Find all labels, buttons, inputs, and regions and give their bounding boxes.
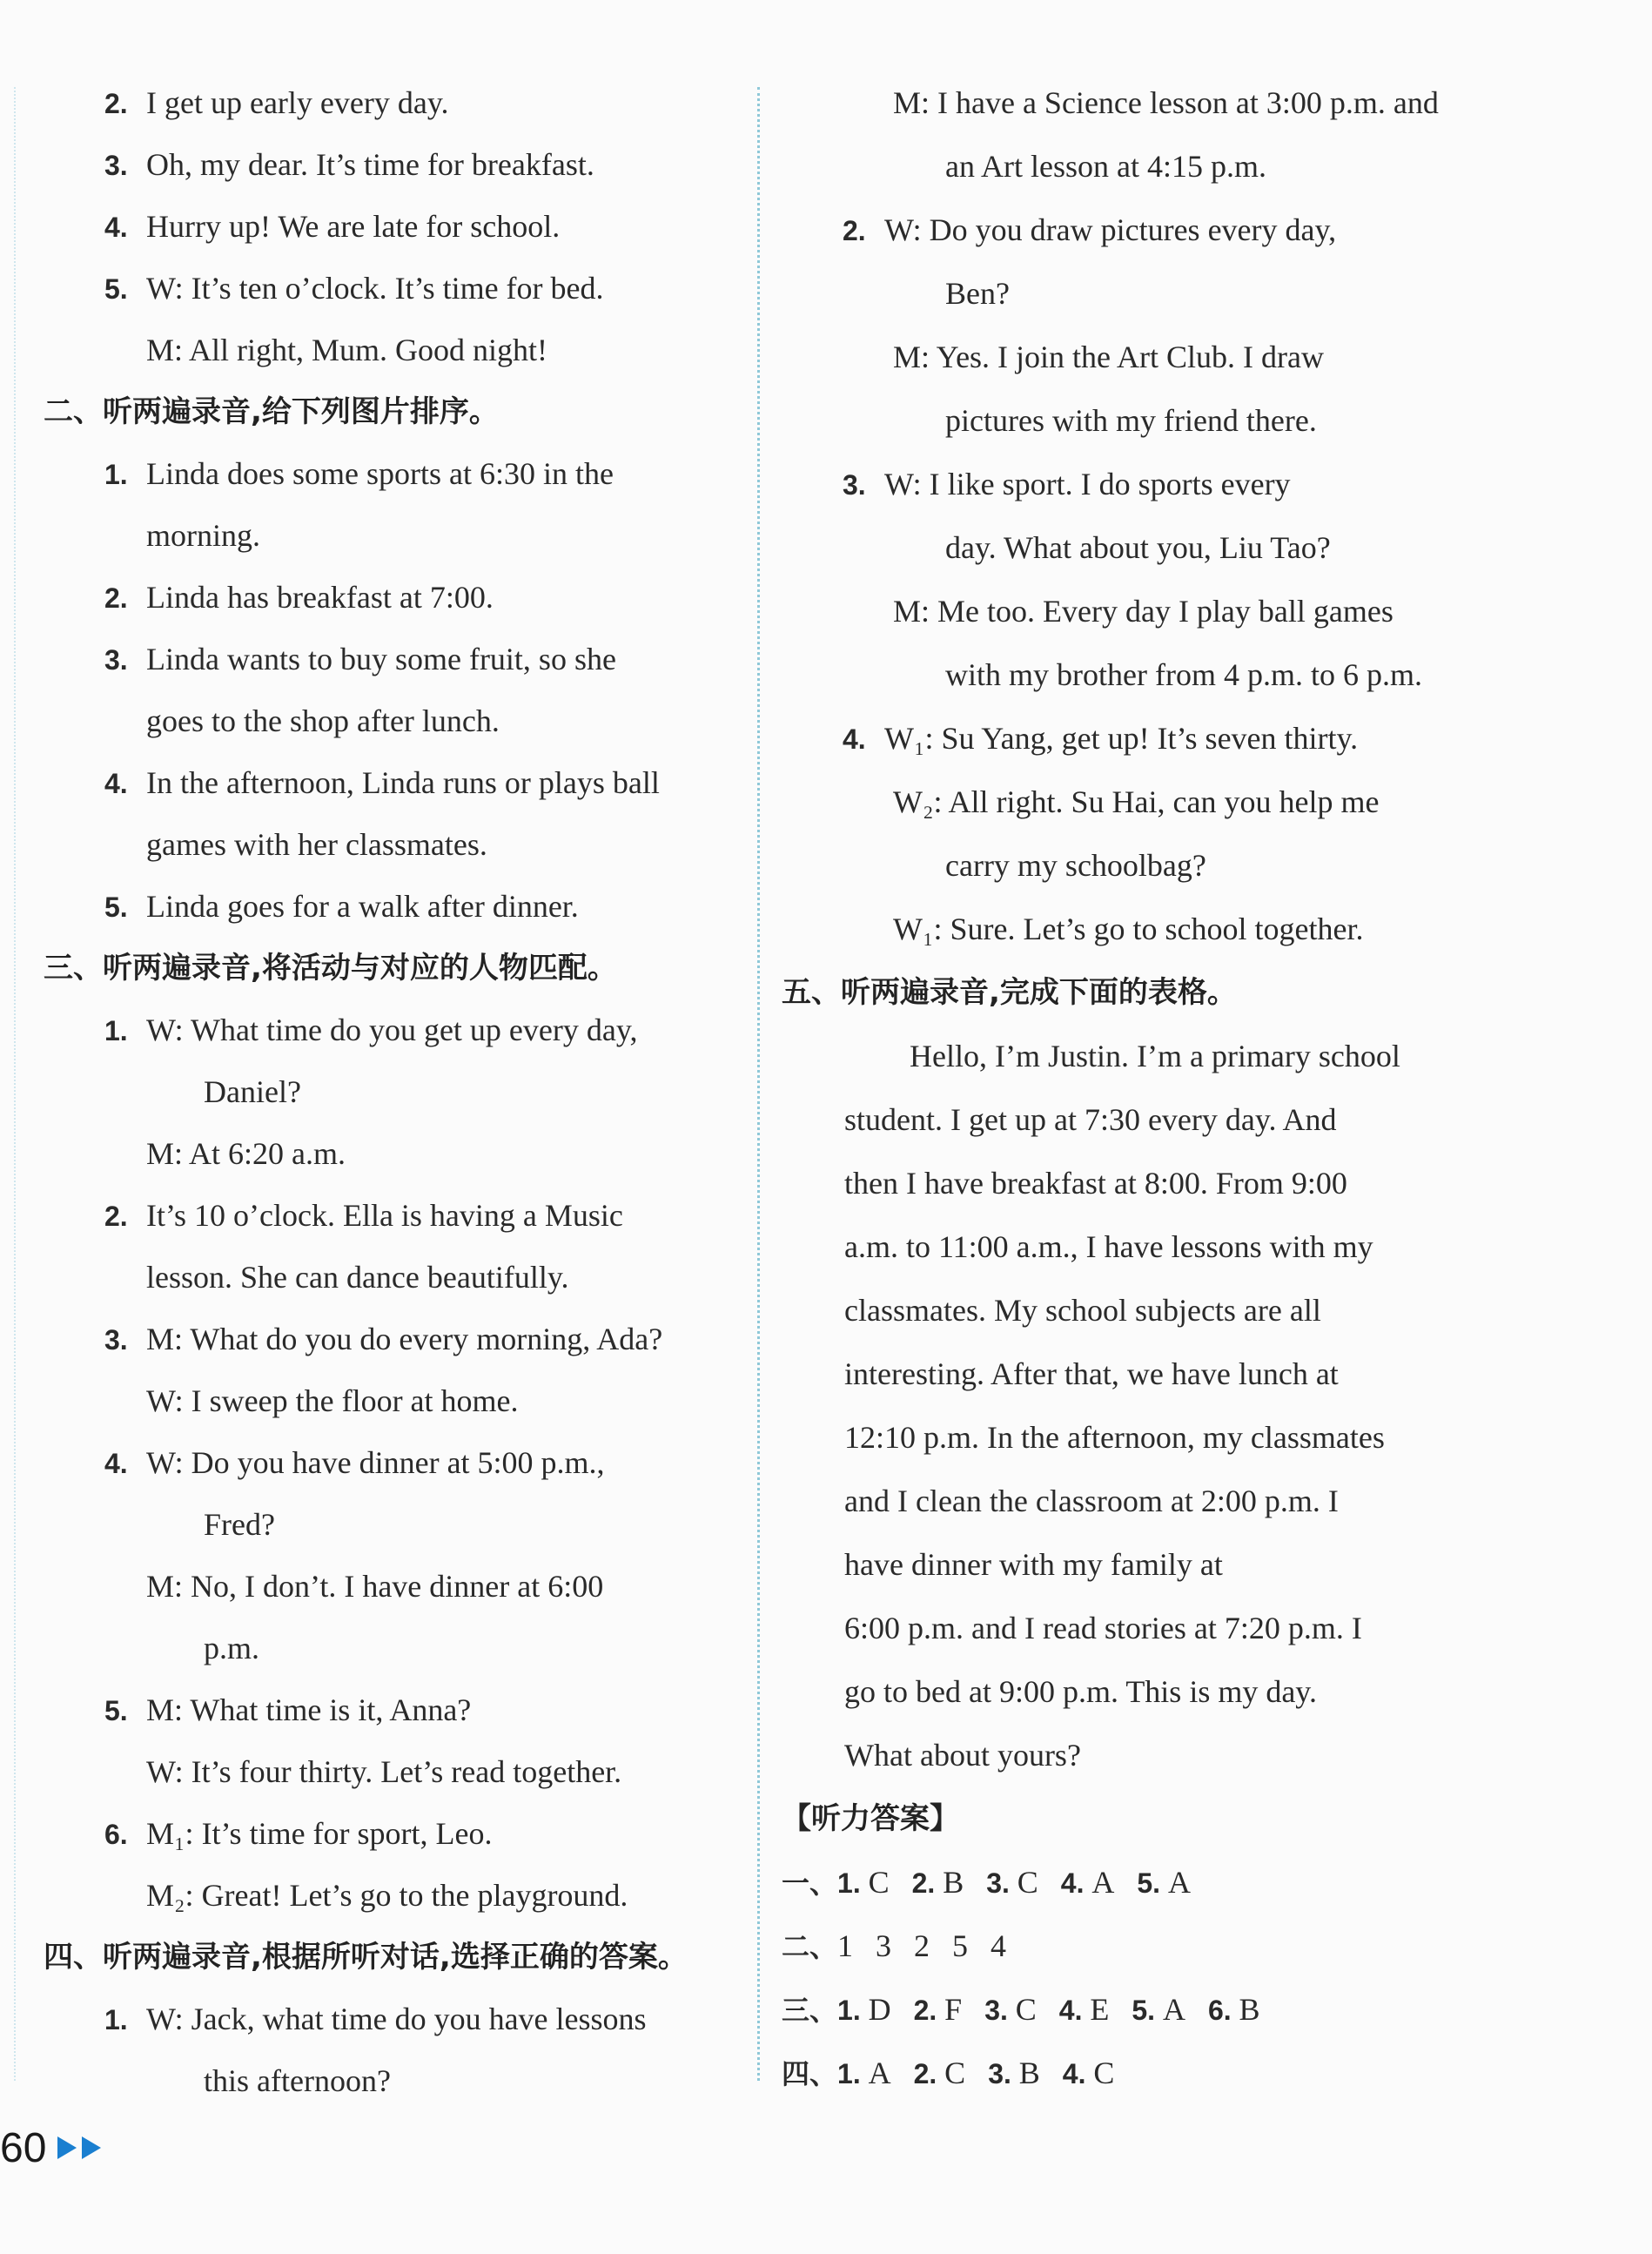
item-number: 6. <box>104 1819 128 1850</box>
line-text: have dinner with my family at <box>844 1547 1223 1582</box>
line-text: p.m. <box>204 1631 260 1665</box>
text-line <box>104 640 616 679</box>
answer-row <box>782 1927 1029 1966</box>
line-text: M₂: Great! Let’s go to the playground. <box>146 1878 628 1913</box>
line-text: W: It’s four thirty. Let’s read together. <box>146 1754 622 1789</box>
text-line <box>844 1291 1321 1329</box>
answer-item <box>1061 1865 1115 1900</box>
line-text: W: I like sport. I do sports every <box>884 467 1291 501</box>
line-text: Fred? <box>204 1507 275 1542</box>
answer-number: 2. <box>911 1867 944 1899</box>
text-line <box>104 578 494 617</box>
section-heading: 【听力答案】 <box>782 1801 959 1836</box>
line-text: games with her classmates. <box>146 827 487 862</box>
item-number: 3. <box>104 644 128 676</box>
text-line <box>146 702 500 740</box>
line-text: with my brother from 4 p.m. to 6 p.m. <box>945 657 1422 692</box>
text-line <box>104 1196 623 1235</box>
text-line <box>104 2000 647 2039</box>
line-text: an Art lesson at 4:15 p.m. <box>945 149 1266 184</box>
text-line <box>844 1672 1317 1711</box>
text-line <box>893 592 1393 630</box>
answer-row <box>782 2054 1137 2093</box>
text-line <box>146 1876 628 1914</box>
answer-item <box>837 1865 890 1900</box>
answer-row <box>782 1990 1283 2029</box>
answer-item <box>952 1928 968 1963</box>
item-number: 5. <box>104 273 128 305</box>
line-text: M: All right, Mum. Good night! <box>146 333 548 367</box>
line-text: lesson. She can dance beautifully. <box>146 1260 569 1295</box>
answer-value: 4 <box>991 1928 1007 1963</box>
line-text: W: It’s ten o’clock. It’s time for bed. <box>146 271 604 306</box>
line-text: M: No, I don’t. I have dinner at 6:00 <box>146 1569 604 1604</box>
answer-item <box>876 1928 891 1963</box>
column-divider <box>757 87 760 2081</box>
line-text: pictures with my friend there. <box>945 403 1317 438</box>
text-line <box>843 211 1336 250</box>
line-text: In the afternoon, Linda runs or plays ball <box>146 765 660 800</box>
answer-number: 3. <box>984 1995 1016 2026</box>
answer-number: 5. <box>1137 1867 1168 1899</box>
answer-number: 4. <box>1060 1867 1092 1899</box>
item-number: 4. <box>104 1448 128 1479</box>
answer-item <box>837 1992 891 2027</box>
answer-item <box>912 1865 964 1900</box>
line-text: Linda wants to buy some fruit, so she <box>146 642 616 676</box>
line-text: Hello, I’m Justin. I’m a primary school <box>910 1039 1400 1073</box>
text-line <box>146 331 547 369</box>
item-number: 4. <box>843 723 866 755</box>
line-text: this afternoon? <box>204 2063 391 2098</box>
answer-value: B <box>943 1865 964 1900</box>
text-line <box>146 825 487 864</box>
line-text: W₁: Sure. Let’s go to school together. <box>893 912 1364 946</box>
text-line <box>104 1691 471 1730</box>
answer-prefix: 四、 <box>782 2057 838 2090</box>
line-text: Hurry up! We are late for school. <box>146 209 561 244</box>
text-line <box>104 764 660 803</box>
text-line <box>146 1753 621 1791</box>
line-text: W₂: All right. Su Hai, can you help me <box>893 784 1380 819</box>
line-text: carry my schoolbag? <box>945 848 1206 883</box>
line-text: Oh, my dear. It’s time for breakfast. <box>146 147 594 182</box>
text-line <box>146 516 260 555</box>
text-line <box>844 1482 1339 1520</box>
line-text: M: I have a Science lesson at 3:00 p.m. and <box>893 85 1439 120</box>
line-text: Linda goes for a walk after dinner. <box>146 889 579 924</box>
item-number: 1. <box>104 1015 128 1046</box>
line-text: morning. <box>146 518 260 553</box>
line-text: W: Do you draw pictures every day, <box>884 212 1337 247</box>
answer-item <box>1059 1992 1110 2027</box>
section-heading: 四、听两遍录音,根据所听对话,选择正确的答案。 <box>44 1940 688 1975</box>
answer-value: D <box>868 1992 891 2027</box>
answer-value: C <box>944 2056 966 2090</box>
answer-value: 1 <box>837 1928 854 1963</box>
answer-number: 3. <box>986 1867 1017 1899</box>
section-heading: 三、听两遍录音,将活动与对应的人物匹配。 <box>44 951 617 986</box>
text-line <box>844 1355 1339 1393</box>
text-line <box>204 1073 301 1111</box>
line-text: student. I get up at 7:30 every day. And <box>844 1102 1337 1137</box>
text-line <box>104 207 560 246</box>
text-line <box>146 1382 519 1420</box>
answer-number: 1. <box>837 1867 869 1899</box>
text-line <box>945 656 1422 694</box>
answer-number: 1. <box>837 2058 869 2089</box>
answer-item <box>1208 1992 1260 2027</box>
line-text: It’s 10 o’clock. Ella is having a Music <box>146 1198 623 1233</box>
answer-number: 2. <box>913 1995 945 2026</box>
line-text: M: What time is it, Anna? <box>146 1692 472 1727</box>
answer-item <box>914 1928 930 1963</box>
answer-item <box>991 1928 1006 1963</box>
page-number: 60 <box>0 2125 47 2171</box>
line-text: day. What about you, Liu Tao? <box>945 530 1331 565</box>
text-line <box>844 1228 1373 1266</box>
item-number: 5. <box>104 1695 128 1726</box>
text-line <box>104 269 604 308</box>
item-number: 2. <box>104 1201 128 1232</box>
double-arrow-icon <box>57 2135 113 2161</box>
text-line <box>204 1629 259 1667</box>
line-text: classmates. My school subjects are all <box>844 1293 1321 1328</box>
line-text: M: At 6:20 a.m. <box>146 1136 346 1171</box>
section-heading: 五、听两遍录音,完成下面的表格。 <box>782 975 1237 1010</box>
answer-item <box>986 1865 1038 1900</box>
text-line <box>104 887 579 926</box>
item-number: 4. <box>104 212 128 243</box>
answer-item <box>837 1928 853 1963</box>
line-text: W: Do you have dinner at 5:00 p.m., <box>146 1445 605 1480</box>
line-text: Daniel? <box>204 1074 301 1109</box>
text-line <box>844 1609 1362 1647</box>
line-text: Linda has breakfast at 7:00. <box>146 580 494 615</box>
line-text: W₁: Su Yang, get up! It’s seven thirty. <box>884 721 1359 756</box>
answer-value: A <box>1162 1992 1185 2027</box>
text-line <box>945 846 1206 885</box>
answer-prefix: 三、 <box>782 1994 838 2027</box>
text-line <box>843 719 1358 758</box>
answer-number: 2. <box>913 2058 945 2089</box>
text-line <box>104 454 614 494</box>
left-margin-rule <box>14 87 16 2081</box>
item-number: 2. <box>104 582 128 614</box>
answer-number: 3. <box>988 2058 1019 2089</box>
answer-value: E <box>1090 1992 1110 2027</box>
answer-value: C <box>1093 2056 1115 2090</box>
answer-value: A <box>868 2056 891 2090</box>
text-line <box>893 783 1379 821</box>
line-text: and I clean the classroom at 2:00 p.m. I <box>844 1484 1339 1518</box>
text-line <box>104 145 594 185</box>
answer-value: 3 <box>876 1928 892 1963</box>
line-text: M: What do you do every morning, Ada? <box>146 1322 663 1356</box>
line-text: M₁: It’s time for sport, Leo. <box>146 1816 493 1851</box>
text-line <box>893 84 1439 122</box>
answer-item <box>988 2056 1040 2090</box>
text-line <box>146 1134 346 1173</box>
text-line <box>843 465 1291 504</box>
text-line <box>204 2062 391 2100</box>
text-line <box>945 528 1331 567</box>
item-number: 3. <box>104 150 128 181</box>
answer-item <box>1132 1992 1185 2027</box>
answer-prefix: 二、 <box>782 1930 838 1963</box>
item-number: 3. <box>104 1324 128 1356</box>
answer-number: 4. <box>1058 1995 1091 2026</box>
text-line <box>146 1567 603 1605</box>
line-text: go to bed at 9:00 p.m. This is my day. <box>844 1674 1317 1709</box>
text-line <box>844 1545 1223 1584</box>
line-text: goes to the shop after lunch. <box>146 703 500 738</box>
line-text: M: Yes. I join the Art Club. I draw <box>893 340 1324 374</box>
item-number: 1. <box>104 459 128 490</box>
text-line <box>893 910 1363 948</box>
line-text: Ben? <box>945 276 1010 311</box>
text-line <box>104 1814 493 1854</box>
item-number: 4. <box>104 768 128 799</box>
item-number: 3. <box>843 469 866 501</box>
answer-value: C <box>1017 1865 1038 1900</box>
answer-number: 5. <box>1132 1995 1163 2026</box>
line-text: W: What time do you get up every day, <box>146 1013 638 1047</box>
section-heading: 二、听两遍录音,给下列图片排序。 <box>44 394 499 429</box>
line-text: 12:10 p.m. In the afternoon, my classmates <box>844 1420 1385 1455</box>
answer-item <box>914 2056 966 2090</box>
text-line <box>104 1443 605 1483</box>
line-text: then I have breakfast at 8:00. From 9:00 <box>844 1166 1347 1201</box>
line-text: What about yours? <box>844 1738 1081 1773</box>
text-line <box>844 1100 1337 1139</box>
answer-value: 2 <box>914 1928 930 1963</box>
text-line <box>844 1418 1385 1457</box>
text-line <box>945 401 1317 440</box>
answer-item <box>914 1992 963 2027</box>
line-text: 6:00 p.m. and I read stories at 7:20 p.m. I <box>844 1611 1362 1645</box>
text-line <box>945 147 1266 185</box>
answer-value: C <box>868 1865 890 1900</box>
item-number: 2. <box>104 88 128 119</box>
answer-number: 4. <box>1062 2058 1094 2089</box>
line-text: W: I sweep the floor at home. <box>146 1383 519 1418</box>
text-line <box>146 1258 569 1296</box>
line-text: a.m. to 11:00 a.m., I have lessons with my <box>844 1229 1373 1264</box>
text-line <box>945 274 1010 313</box>
text-line <box>204 1505 275 1544</box>
answer-number: 1. <box>837 1995 869 2026</box>
answer-item <box>984 1992 1037 2027</box>
item-number: 1. <box>104 2004 128 2035</box>
text-line <box>910 1037 1400 1075</box>
text-line <box>104 1320 662 1359</box>
answer-item <box>1063 2056 1115 2090</box>
answer-prefix: 一、 <box>782 1867 838 1900</box>
text-line <box>893 338 1324 376</box>
line-text: I get up early every day. <box>146 85 449 120</box>
text-line <box>844 1736 1081 1774</box>
answer-value: C <box>1015 1992 1037 2027</box>
line-text: Linda does some sports at 6:30 in the <box>146 456 614 491</box>
answer-item <box>837 2056 891 2090</box>
answer-value: A <box>1091 1865 1115 1900</box>
item-number: 2. <box>843 215 866 246</box>
answer-row <box>782 1863 1213 1902</box>
text-line <box>844 1164 1347 1202</box>
answer-value: 5 <box>952 1928 969 1963</box>
answer-item <box>1137 1865 1191 1900</box>
line-text: interesting. After that, we have lunch at <box>844 1356 1339 1391</box>
answer-value: A <box>1167 1865 1191 1900</box>
answer-number: 6. <box>1207 1995 1239 2026</box>
item-number: 5. <box>104 892 128 923</box>
line-text: M: Me too. Every day I play ball games <box>893 594 1393 629</box>
answer-value: B <box>1239 1992 1260 2027</box>
text-line <box>104 84 449 123</box>
answer-value: B <box>1018 2056 1040 2090</box>
text-line <box>104 1011 638 1050</box>
line-text: W: Jack, what time do you have lessons <box>146 2002 647 2036</box>
answer-value: F <box>944 1992 963 2027</box>
